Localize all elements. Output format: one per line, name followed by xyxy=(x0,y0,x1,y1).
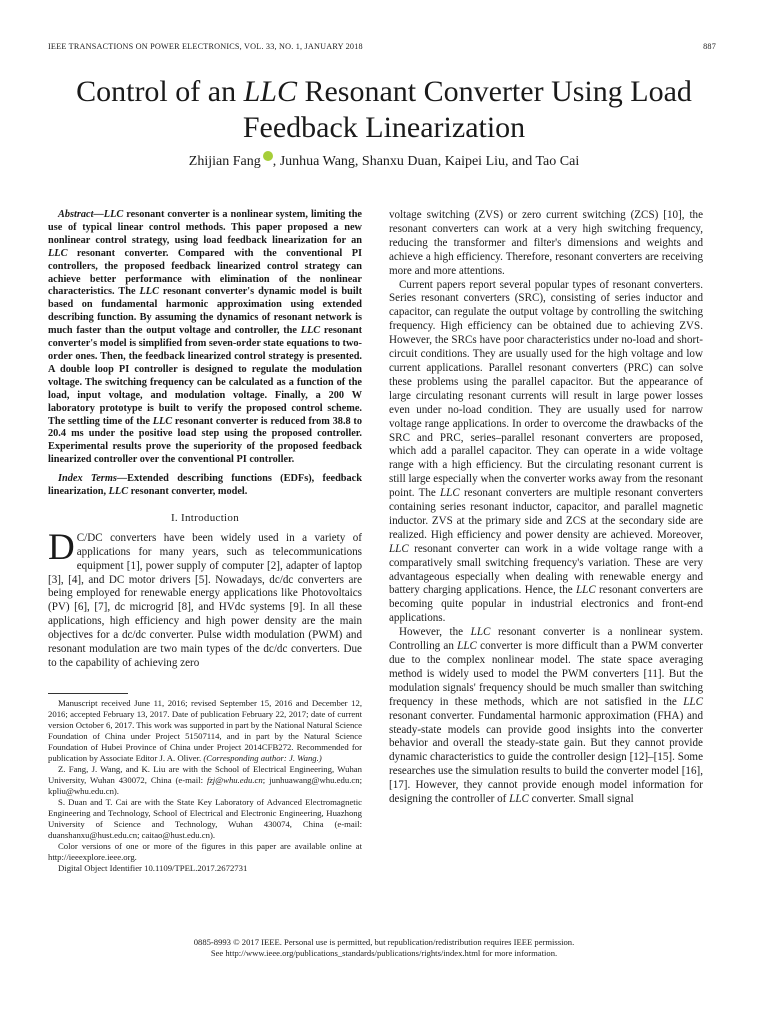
abstract-italic: LLC xyxy=(103,209,124,220)
rights-link-line[interactable]: See http://www.ieee.org/publications_standards/publications/rights/index.html for more information. xyxy=(210,948,558,958)
body-italic: LLC xyxy=(389,542,409,555)
footnote-divider xyxy=(48,693,128,694)
abstract-italic: LLC xyxy=(300,325,321,337)
email-link[interactable]: fzj@whu.edu.cn xyxy=(206,774,263,785)
footnote-doi: Digital Object Identifier 10.1109/TPEL.2017.2672731 xyxy=(58,862,248,873)
footnote-affiliation-1 xyxy=(48,764,362,797)
body-text: resonant converters are becoming quite popular in industrial electronics and front-end applications. xyxy=(389,584,703,625)
left-column xyxy=(48,209,362,874)
journal-info: IEEE TRANSACTIONS ON POWER ELECTRONICS, VOL. 33, NO. 1, JANUARY 2018 xyxy=(48,42,363,51)
author-list xyxy=(40,151,728,171)
footnote-color-versions: Color versions of one or more of the figures in this paper are available online at http://ieeexplore.ieee.org. xyxy=(48,840,362,862)
first-author: Zhijian Fang xyxy=(188,154,261,169)
body-paragraph xyxy=(389,626,703,807)
index-terms-text: Extended describing functions (EDFs), feedback linearization, xyxy=(48,473,362,498)
body-paragraph xyxy=(389,279,703,627)
footnote-text: Z. Fang, J. Wang, and K. Liu are with the School of Electrical Engineering, Wuhan University, Wuhan 430072, China (e-mail: xyxy=(48,763,362,785)
footnote-text: ; junhuawang@whu.edu.cn; kpliu@whu.edu.cn). xyxy=(48,774,362,796)
abstract-text: resonant converter. Compared with the conventional PI controllers, the proposed feedback linearized control strategy can achieve better performance with elimination of the nonlinear characteristics. The xyxy=(48,247,362,298)
title-line1-post: Resonant Converter Using Load xyxy=(296,75,692,108)
intro-paragraph: C/DC converters have been widely used in a variety of applications for many years, such as telecommunications equipment [1], power supply of computer [2], adapter of laptop [3], [4], and DC motor drivers [5]. Nowadays, dc/dc converters are being employed for renewable energy applications like Photovoltaics (PV) [6], [7], dc microgrid [8], and HVdc systems [9]. In all these applications, high efficiency and high power density are the main objectives for a dc/dc converter. Pulse width modulation (PWM) and resonant modulation are two main types of the dc/dc converters. Due to the capability of achieving zero xyxy=(48,531,362,669)
abstract-label: Abstract— xyxy=(58,209,104,220)
body-paragraph: voltage switching (ZVS) or zero current switching (ZCS) [10], the resonant converters can work at a very high switching frequency, reducing the transformer and filter's dimensions and weights and achieve a high efficiency. Therefore, resonant converters are receiving more and more attentions. xyxy=(389,209,703,277)
body-text: converter is more difficult than a PWM converter due to the complex nonlinear model. The state space averaging method is widely used to model the PWM converters [11]. But the modulation signals' frequency should be much smaller than switching frequency in these methods, which are not satisfied in the xyxy=(389,640,703,708)
drop-cap: D xyxy=(48,526,75,568)
title-italic-llc: LLC xyxy=(243,75,297,108)
abstract-italic: LLC xyxy=(152,415,173,427)
abstract-text: resonant converter's model is simplified from seven-order state equations to two-order ones. Then, the feedback linearized control strategy is presented. A double loop PI controller is designed to regulate the modulation voltage. The switching frequency can be calculated as a function of the load, input voltage, and modulation voltage. Finally, a 200 W laboratory prototype is built to verify the proposed control scheme. The settling time of the xyxy=(48,325,363,427)
orcid-icon[interactable] xyxy=(263,151,273,161)
running-head xyxy=(48,42,716,51)
index-terms-italic: LLC xyxy=(108,486,129,498)
footnote-text: Manuscript received June 11, 2016; revised September 15, 2016 and December 12, 2016; accepted February 13, 2017. Date of publication February 22, 2017; date of current version October 6, 2017. This work was supported in part by the National Natural Science Foundation of China under Project 51507114, and in part by the Natural Science Foundation of Hubei Province of China under Project 2014CFB272. Recommended for publication by Associate Editor J. A. Oliver. xyxy=(48,697,362,763)
body-italic: LLC xyxy=(575,584,596,597)
body-text: converter. Small signal xyxy=(528,793,634,806)
body-text: resonant converter is a nonlinear system. Controlling an xyxy=(389,626,703,653)
body-italic: LLC xyxy=(509,793,529,806)
abstract-text: resonant converter is a nonlinear system, limiting the use of typical linear control methods. This paper proposed a new nonlinear control strategy, using load feedback linearization for an xyxy=(48,209,362,246)
index-terms-label: Index Terms— xyxy=(58,473,128,485)
abstract-text: resonant converter's dynamic model is built based on fundamental harmonic approximation using extended describing function. By assuming the dynamics of resonant network is much faster than the output voltage and controller, the xyxy=(48,286,363,337)
body-text: However, the xyxy=(399,626,471,639)
copyright-footer xyxy=(40,937,728,959)
abstract xyxy=(48,209,362,467)
page-number: 887 xyxy=(703,42,716,51)
index-terms-text: resonant converter, model. xyxy=(128,486,248,498)
body-text: Current papers report several popular types of resonant converters. Series resonant converters (SRC), consisting of series inductor and capacitor, can regulate the output voltage by controlling the switching frequency. High efficiency can be obtained due to achieving ZVS. However, the SRCs have poor characteristics under no-load and short-circuit conditions. They are usually used for the high voltage and low current applications. Parallel resonant converters (PRC) can solve these problems using the parallel capacitor. But the appearance of large circulating resonant currents will result in large power losses even under no-load condition. They are usually used for narrow voltage range applications. In order to overcome the drawbacks of the SRC and PRC, series–parallel resonant converters are proposed, which add a parallel capacitor. They can operate in a wide voltage range with a high efficiency. But the circulating resonant current is still large especially when the converter works away from the resonant point. The xyxy=(389,278,703,500)
body-text: resonant converters are multiple resonant converters containing series resonant inductor, capacitor, and parallel magnetic inductor. ZVS at the primary side and ZCS at the secondary side are realized. High efficiency and power density are achieved. Moreover, xyxy=(389,487,703,541)
body-italic: LLC xyxy=(683,695,703,708)
abstract-text: resonant converter is reduced from 38.8 to 20.4 ms under the positive load step using the proposed controller. Experimental results prove the superiority of the proposed feedback linearized controller over the conventional PI controller. xyxy=(48,415,362,466)
section-heading-introduction: I. Introduction xyxy=(170,511,240,524)
index-terms xyxy=(48,473,362,499)
right-column xyxy=(389,209,703,807)
copyright-line: 0885-8993 © 2017 IEEE. Personal use is permitted, but republication/redistribution requires IEEE permission. xyxy=(193,937,575,947)
abstract-italic: LLC xyxy=(48,247,68,259)
title-line2: Feedback Linearization xyxy=(242,111,526,144)
corresponding-author: (Corresponding author: J. Wang.) xyxy=(203,752,322,763)
footnote-affiliation-2: S. Duan and T. Cai are with the State Key Laboratory of Advanced Electromagnetic Engineering and Technology, School of Electrical and Electronic Engineering, Huazhong University of Science and Technology, Wuhan 430074, China (e-mail: duanshanxu@hust.edu.cn; caitao@hust.edu.cn). xyxy=(48,796,362,840)
body-text: resonant converter can work in a wide voltage range with a comparatively small switching frequency's variation. These are very advantageous especially when dealing with renewable energy and battery charging applications. Hence, the xyxy=(389,542,703,597)
abstract-italic: LLC xyxy=(139,286,159,298)
body-italic: LLC xyxy=(457,640,477,653)
other-authors: , Junhua Wang, Shanxu Duan, Kaipei Liu, and Tao Cai xyxy=(272,154,580,169)
body-italic: LLC xyxy=(440,487,460,500)
paper-title xyxy=(40,74,728,146)
footnote-manuscript xyxy=(48,698,362,764)
title-line1-pre: Control of an xyxy=(76,75,244,108)
body-italic: LLC xyxy=(470,626,491,639)
body-text: resonant converter. Fundamental harmonic approximation (FHA) and steady-state models can provide good insights into the converter behavior and overall the steady-state gain. But they cannot provide dynamic characteristics to guide the controller design [12]–[15]. Some researches use the simulation results to build the converter model [16], [17]. However, they cannot provide enough model information for designing the controller of xyxy=(389,709,703,806)
introduction-body xyxy=(48,526,362,671)
